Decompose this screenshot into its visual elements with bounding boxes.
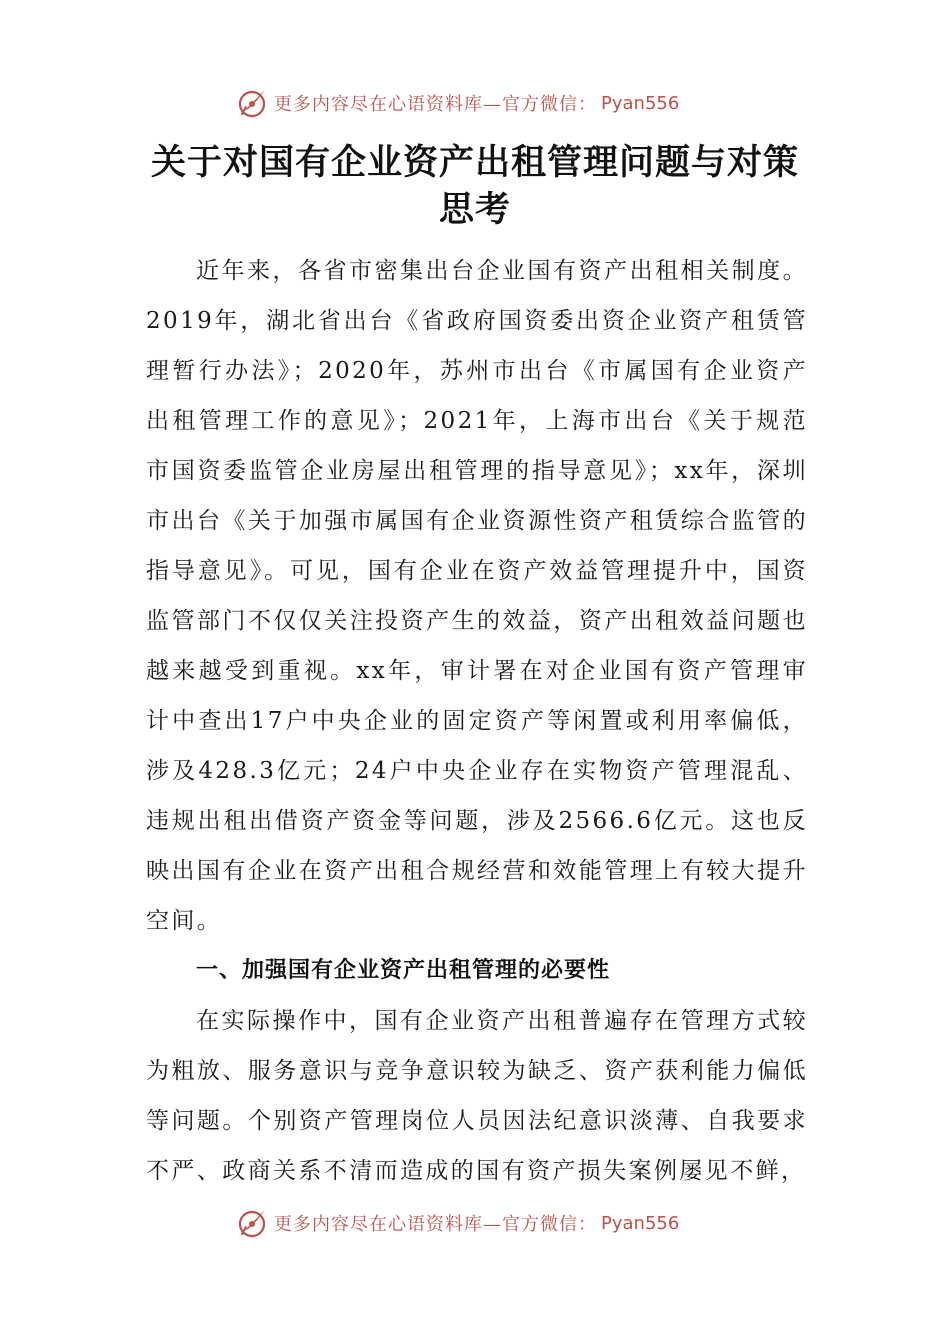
title-line-2: 思考 [438, 190, 511, 230]
header-banner [236, 86, 736, 120]
quill-logo-icon [236, 87, 268, 119]
footer-banner [236, 1206, 736, 1240]
header-banner-text: 更多内容尽在心语资料库—官方微信： [274, 94, 597, 115]
footer-banner-text: 更多内容尽在心语资料库—官方微信： [274, 1214, 597, 1235]
header-banner-wechat-id: Pyan556 [601, 92, 680, 114]
title-line-1: 关于对国有企业资产出租管理问题与对策 [150, 143, 799, 183]
document-body [146, 246, 808, 1196]
intro-paragraph: 近年来，各省市密集出台企业国有资产出租相关制度。2019年，湖北省出台《省政府国资委出资企业资产租赁管理暂行办法》；2020年，苏州市出台《市属国有企业资产出租管理工作的意见》；2021年，上海市出台《关于规范市国资委监管企业房屋出租管理的指导意见》；xx年，深圳市出台《关于加强市属国有企业资源性资产租赁综合监管的指导意见》。可见，国有企业在资产效益管理提升中，国资监管部门不仅仅关注投资产生的效益，资产出租效益问题也越来越受到重视。xx年，审计署在对企业国有资产管理审计中查出17户中央企业的固定资产等闲置或利用率偏低，涉及428.3亿元；24户中央企业存在实物资产管理混乱、违规出租出借资产资金等问题，涉及2566.6亿元。这也反映出国有企业在资产出租合规经营和效能管理上有较大提升空间。 [146, 258, 808, 934]
section-1-paragraph: 在实际操作中，国有企业资产出租普遍存在管理方式较为粗放、服务意识与竞争意识较为缺乏、资产获利能力偏低等问题。个别资产管理岗位人员因法纪意识淡薄、自我要求不严、政商关系不清而造成的国有资产损失案例屡见不鲜， [146, 1008, 808, 1184]
footer-banner-wechat-id: Pyan556 [601, 1212, 680, 1234]
document-title [140, 140, 810, 234]
quill-logo-icon [236, 1207, 268, 1239]
section-heading-1: 一、加强国有企业资产出租管理的必要性 [196, 958, 611, 983]
